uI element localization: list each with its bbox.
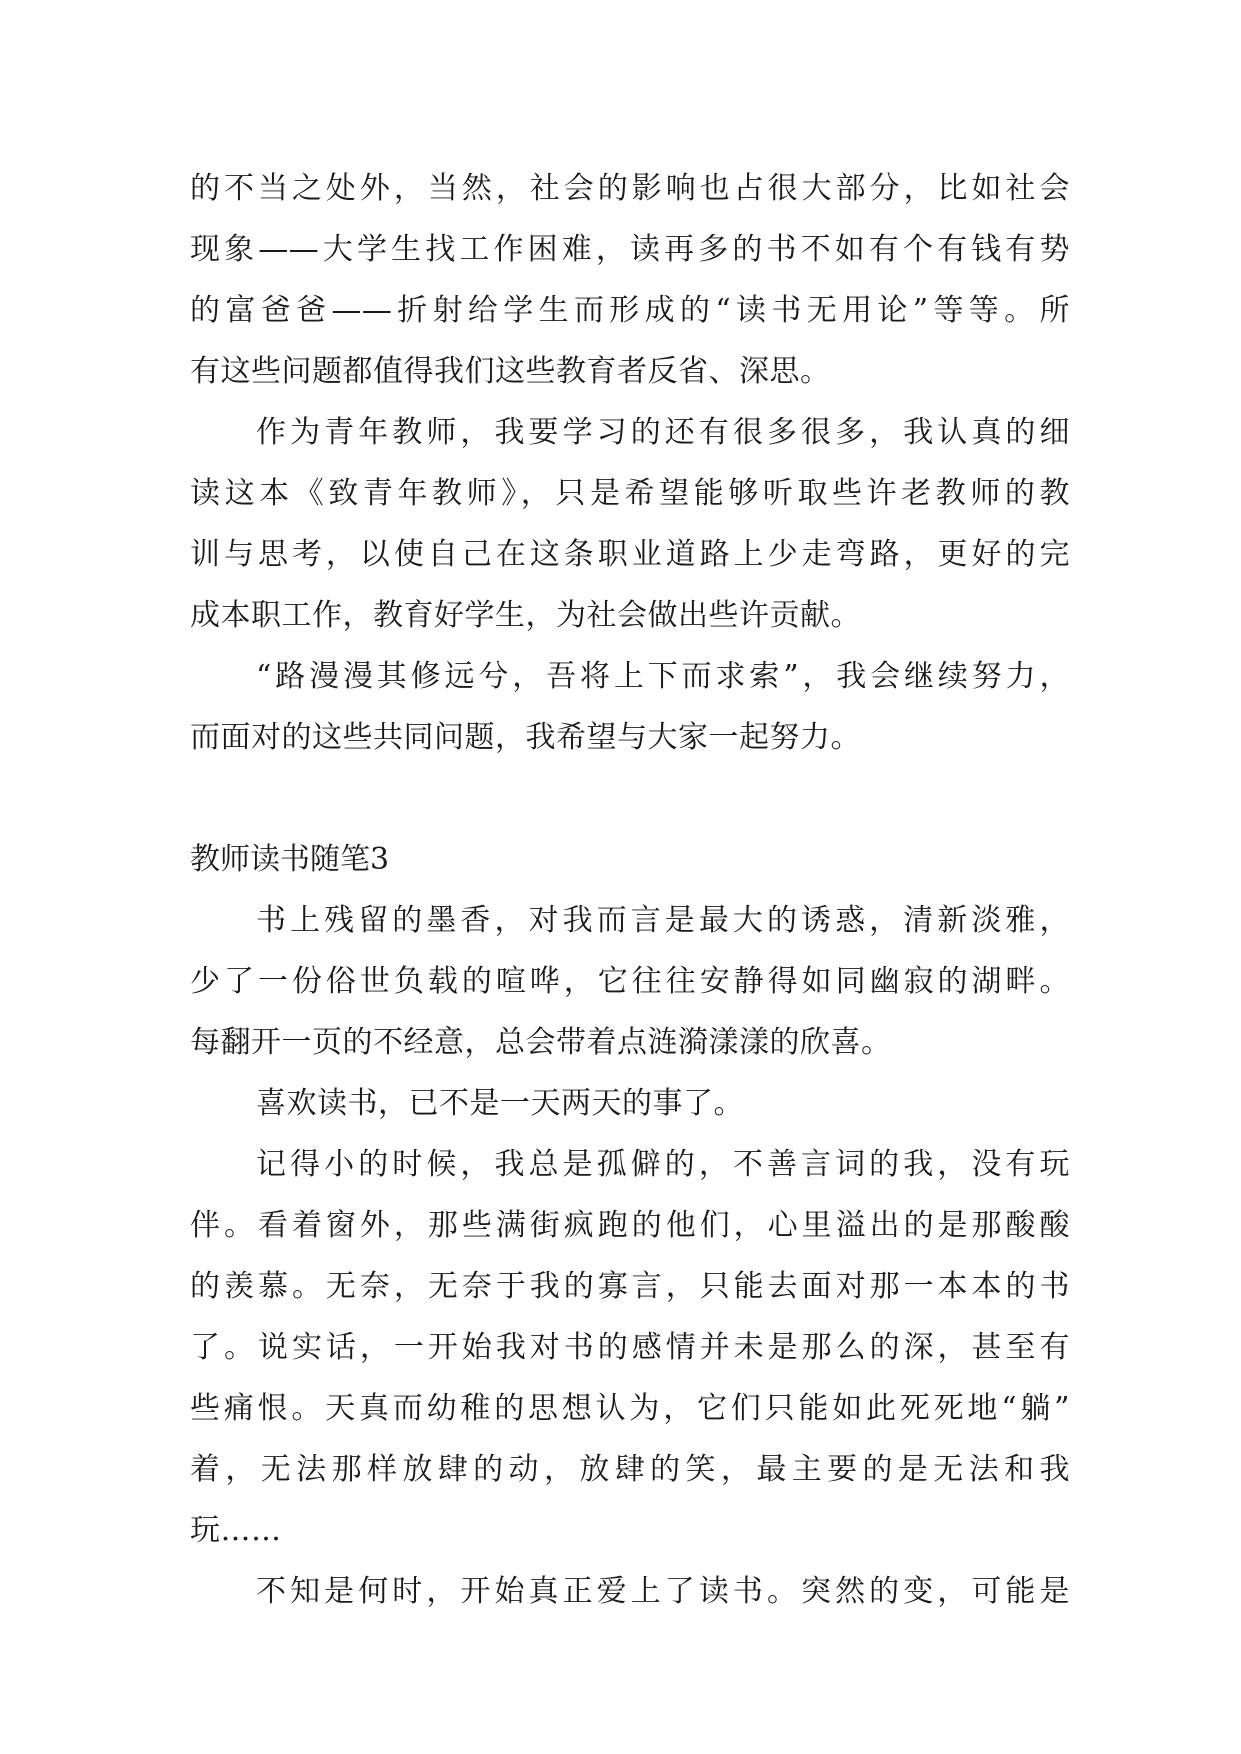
paragraph (190, 646, 1070, 768)
text-line: 作为青年教师，我要学习的还有很多很多，我认真的细 (256, 415, 1070, 450)
text-line: 的不当之处外，当然，社会的影响也占很大部分，比如社会 (190, 171, 1070, 206)
paragraph (190, 158, 1070, 402)
text-line: “路漫漫其修远兮，吾将上下而求索”，我会继续努力， (256, 659, 1070, 694)
text-line: 伴。看着窗外，那些满街疯跑的他们，心里溢出的是那酸酸 (190, 1208, 1070, 1243)
text-line: 玩…… (190, 1513, 282, 1548)
section-heading: 教师读书随笔3 (190, 842, 390, 877)
text-line: 而面对的这些共同问题，我希望与大家一起努力。 (190, 720, 861, 755)
paragraph (190, 1134, 1070, 1561)
text-line: 了。说实话，一开始我对书的感情并未是那么的深，甚至有 (190, 1330, 1070, 1365)
text-line: 喜欢读书，已不是一天两天的事了。 (256, 1086, 744, 1121)
paragraph (190, 402, 1070, 646)
text-line: 有这些问题都值得我们这些教育者反省、深思。 (190, 354, 831, 389)
text-line: 着，无法那样放肆的动，放肆的笑，最主要的是无法和我 (190, 1452, 1070, 1487)
text-line: 读这本《致青年教师》，只是希望能够听取些许老教师的教 (190, 476, 1070, 511)
text-line: 现象——大学生找工作困难，读再多的书不如有个有钱有势 (190, 232, 1070, 267)
text-line: 的富爸爸——折射给学生而形成的“读书无用论”等等。所 (190, 293, 1070, 328)
text-line: 不知是何时，开始真正爱上了读书。突然的变，可能是 (256, 1574, 1070, 1609)
blank-line (190, 768, 1070, 829)
text-line: 成本职工作，教育好学生，为社会做出些许贡献。 (190, 598, 861, 633)
paragraph (190, 890, 1070, 1073)
text-line: 少了一份俗世负载的喧哗，它往往安静得如同幽寂的湖畔。 (190, 964, 1070, 999)
text-line: 的羡慕。无奈，无奈于我的寡言，只能去面对那一本本的书 (190, 1269, 1070, 1304)
text-line: 些痛恨。天真而幼稚的思想认为，它们只能如此死死地“躺” (190, 1391, 1070, 1426)
text-line: 每翻开一页的不经意，总会带着点涟漪漾漾的欣喜。 (190, 1025, 892, 1060)
paragraph (190, 1073, 1070, 1134)
text-line: 训与思考，以使自己在这条职业道路上少走弯路，更好的完 (190, 537, 1070, 572)
text-line: 记得小的时候，我总是孤僻的，不善言词的我，没有玩 (256, 1147, 1070, 1182)
text-line: 书上残留的墨香，对我而言是最大的诱惑，清新淡雅， (256, 903, 1070, 938)
paragraph (190, 1561, 1070, 1622)
document-body (190, 158, 1070, 1622)
